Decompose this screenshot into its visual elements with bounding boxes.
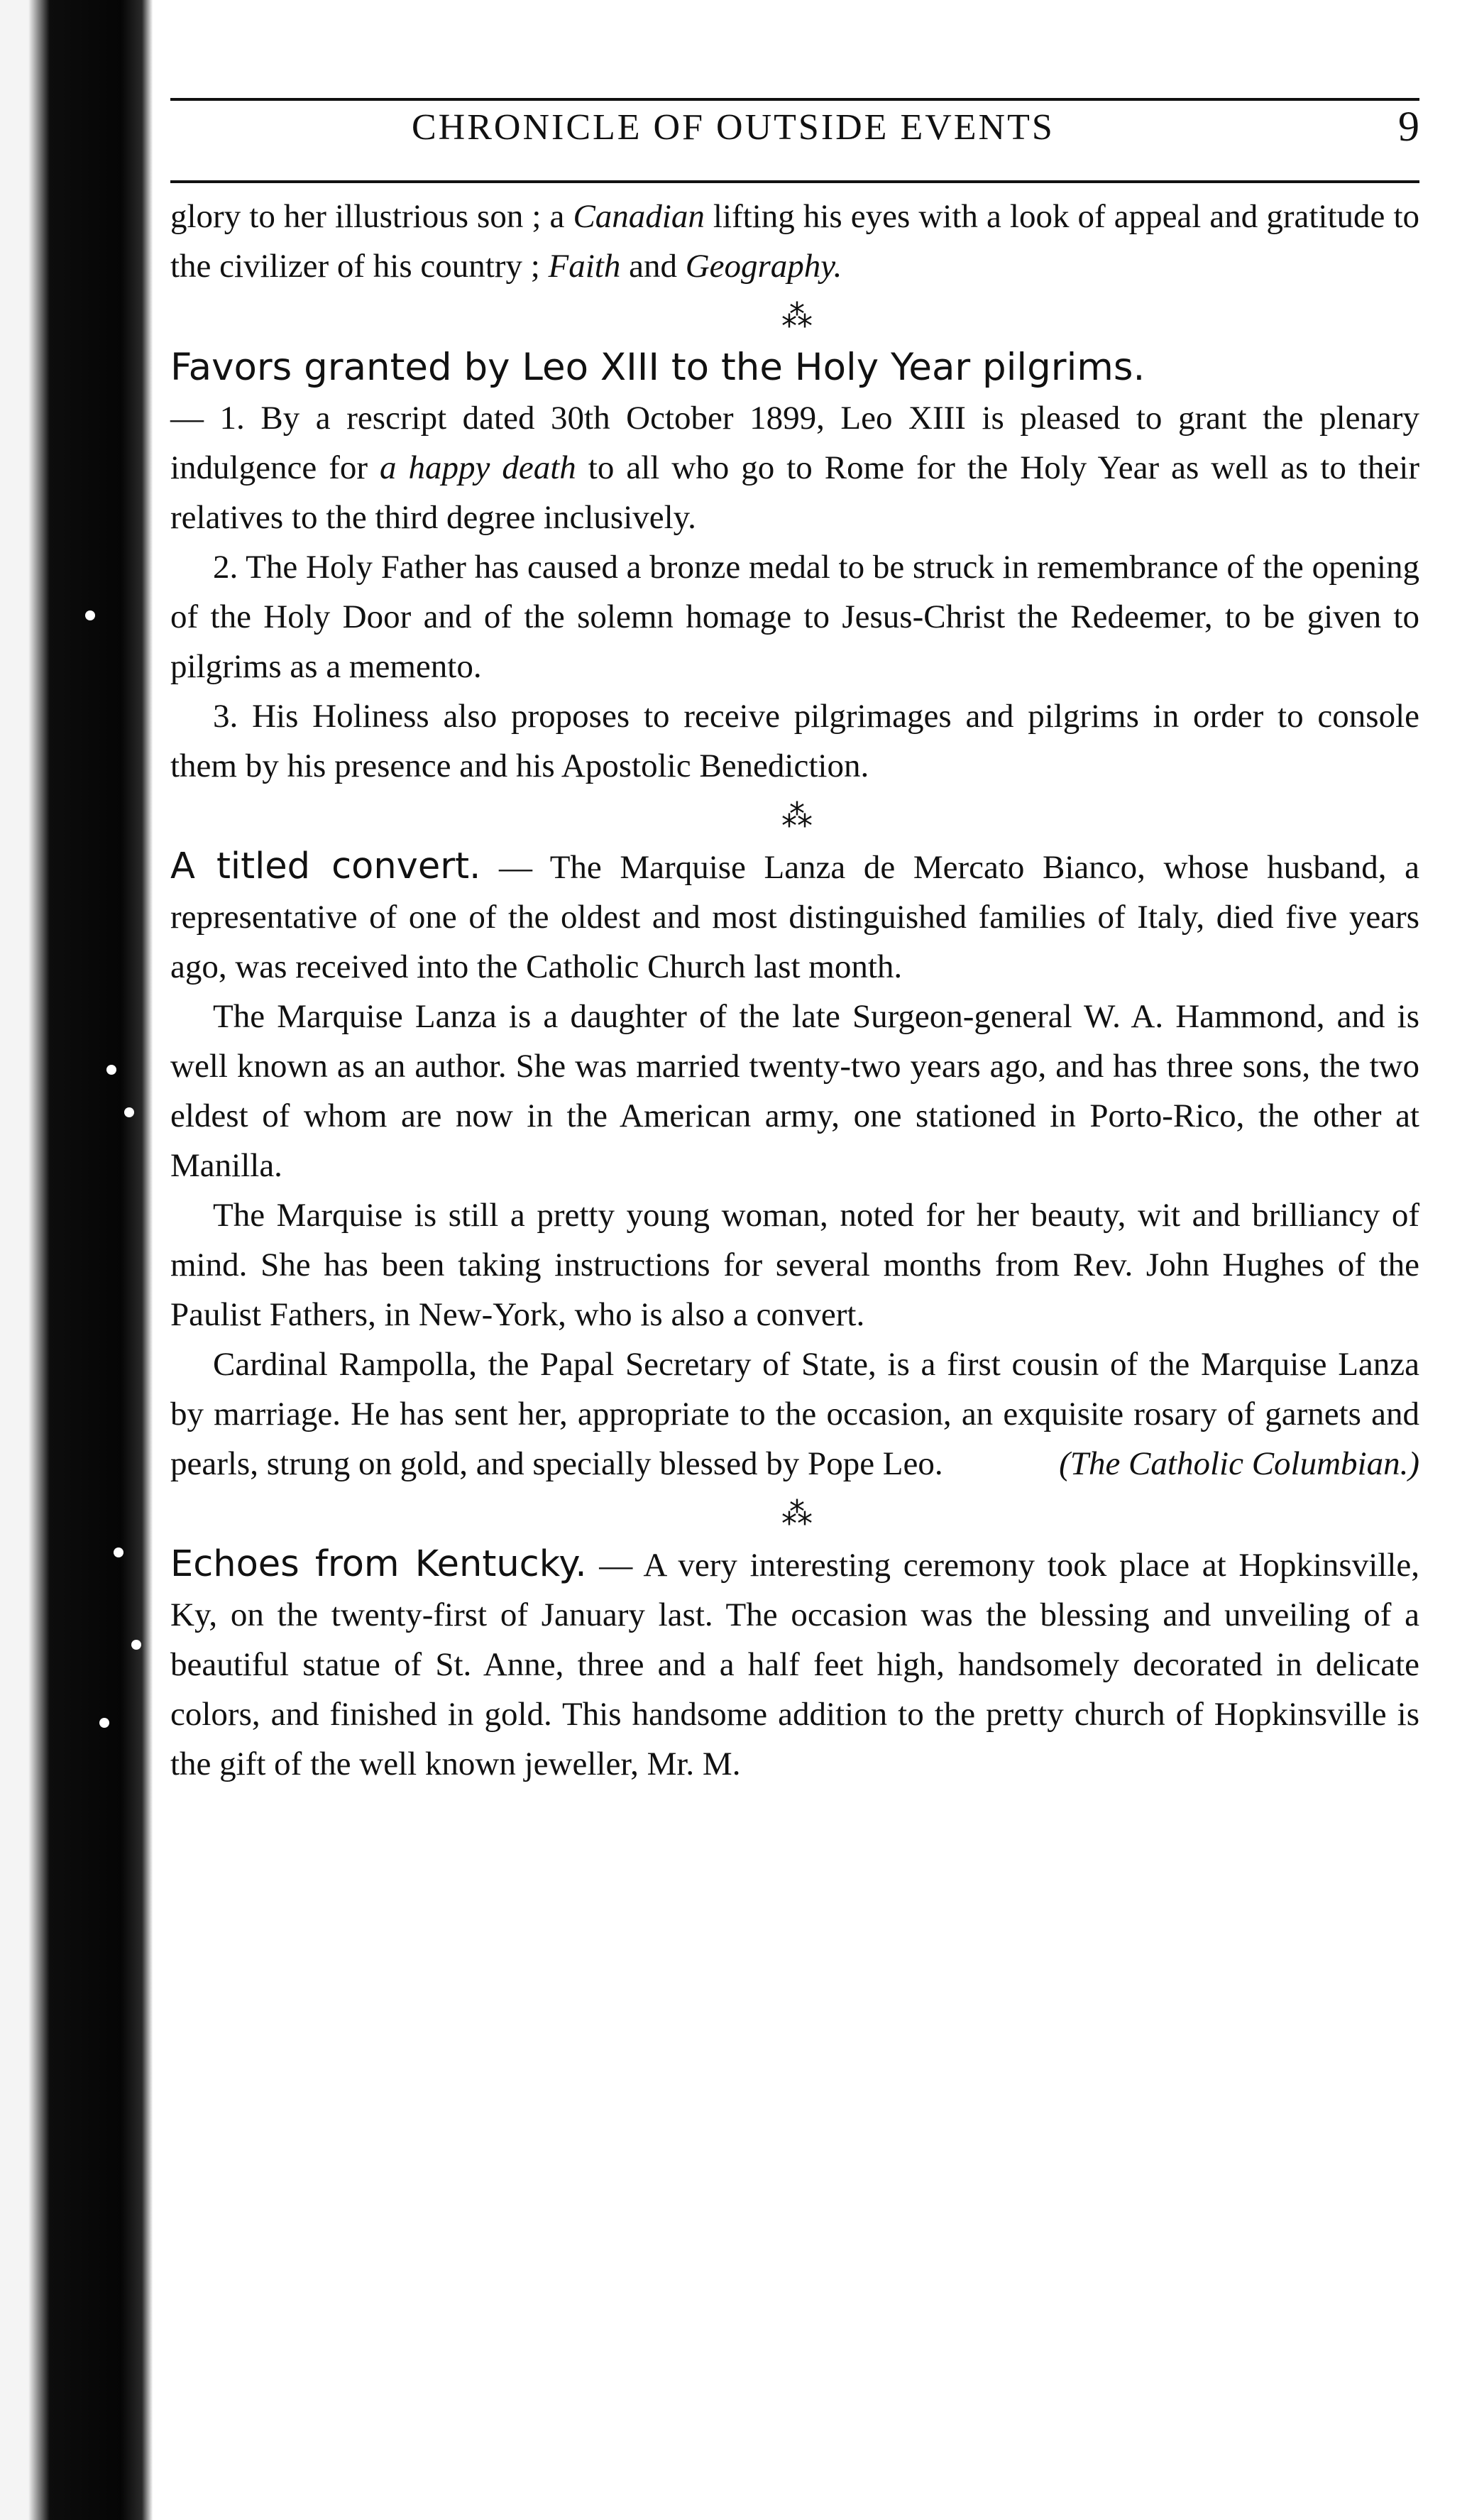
section-heading-kentucky: Echoes from Kentucky. <box>170 1543 587 1585</box>
convert-text: Cardinal Rampolla, the Papal Secretary of State, is a first cousin of the Marquise Lanza by marriage. He has sent her, appropriate to the occasion, an exquisite rosary of garnets and pearls, strung on gold, and specially blessed by Pope Leo. <box>170 1346 1419 1482</box>
intro-text: and <box>620 248 686 285</box>
spine-speckle <box>106 1065 116 1075</box>
section-heading-favors: Favors granted by Leo XIII to the Holy Year pilgrims. <box>170 346 1145 389</box>
intro-italic-faith: Faith <box>548 248 621 285</box>
intro-italic-canadian: Canadian <box>573 198 705 235</box>
favors-item-1-text: — 1. By a rescript dated 30th October 1899, Leo XIII is pleased to grant the plenary indulgence for <box>170 400 1419 486</box>
convert-paragraph-4 <box>170 1340 1419 1489</box>
section-divider: ⁂ <box>781 299 808 334</box>
favors-item-3: 3. His Holiness also proposes to receive pilgrimages and pilgrims in order to console them by his presence and his Apostolic Benediction. <box>170 698 1419 784</box>
running-title: CHRONICLE OF OUTSIDE EVENTS <box>412 107 1055 148</box>
favors-item-1 <box>170 393 1419 542</box>
favors-item-1-italic: a happy death <box>380 449 576 486</box>
spine-speckle <box>114 1547 123 1557</box>
kentucky-paragraph-1 <box>170 1540 1419 1789</box>
page-number: 9 <box>1398 103 1419 150</box>
intro-paragraph <box>170 192 1419 291</box>
running-header <box>170 98 1419 183</box>
spine-speckle <box>124 1107 134 1117</box>
favors-item-1-text: to all who go to Rome for the Holy Year as well as to their relatives to the third degree inclusively. <box>170 449 1419 536</box>
convert-paragraph-1 <box>170 842 1419 992</box>
source-citation: (The Catholic Columbian.) <box>1059 1445 1419 1482</box>
convert-text: — The Marquise Lanza de Mercato Bianco, whose husband, a representative of one of the oldest and most distinguished families of Italy, died five years ago, was received into the Catholic Church last month. <box>170 849 1420 985</box>
intro-text: lifting his eyes with a look of appeal and gratitude to the civilizer of his country ; <box>170 198 1419 285</box>
convert-paragraph-3: The Marquise is still a pretty young woman, noted for her beauty, wit and brilliancy of mind. She has been taking instructions for several months from Rev. John Hughes of the Paulist Fathers, in New-York, who is also a convert. <box>170 1197 1419 1333</box>
kentucky-text: — A very interesting ceremony took place at Hopkinsville, Ky, on the twenty-first of January last. The occasion was the blessing and unveiling of a beautiful statue of St. Anne, three and a half feet high, handsomely decorated in delicate colors, and finished in gold. This handsome addition to the pretty church of Hopkinsville is the gift of the well known jeweller, Mr. M. <box>170 1547 1419 1782</box>
section-heading-convert: A titled convert. <box>170 845 481 887</box>
intro-text: glory to her illustrious son ; a <box>170 198 573 235</box>
section-divider: ⁂ <box>781 1496 808 1531</box>
section-divider: ⁂ <box>781 799 808 833</box>
intro-italic-geography: Geography. <box>685 248 842 285</box>
spine-speckle <box>85 610 95 620</box>
favors-item-2: 2. The Holy Father has caused a bronze medal to be struck in remembrance of the opening of the Holy Door and of the solemn homage to Jesus-Christ the Redeemer, to be given to pilgrims as a memento. <box>170 549 1419 685</box>
convert-paragraph-2: The Marquise Lanza is a daughter of the late Surgeon-general W. A. Hammond, and is well known as an author. She was married twenty-two years ago, and has three sons, the two eldest of whom are now in the American army, one stationed in Porto-Rico, the other at Manilla. <box>170 998 1419 1184</box>
spine-speckle <box>131 1640 141 1650</box>
page-binding-edge <box>0 0 153 2520</box>
spine-speckle <box>99 1718 109 1728</box>
article-body <box>170 192 1419 1789</box>
